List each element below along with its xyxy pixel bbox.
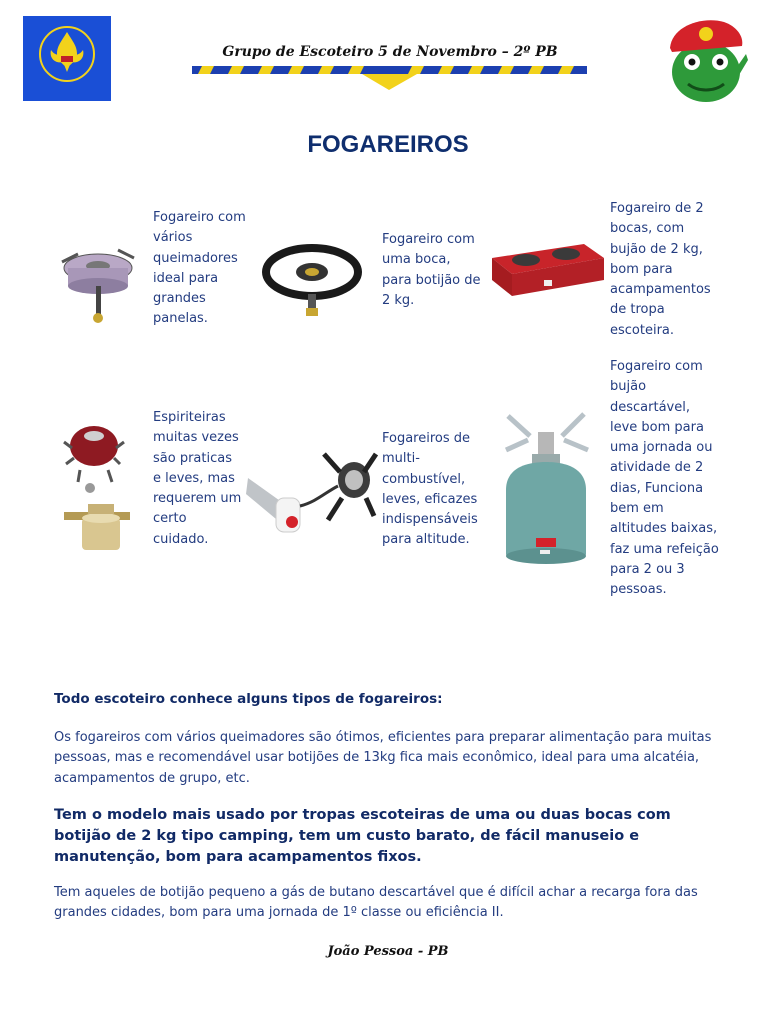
- single-burner-stove-image: [262, 240, 362, 324]
- page-title: FOGAREIROS: [307, 131, 469, 158]
- caption-multi-burner: Fogareiro com vários queimadores ideal para grandes panelas.: [153, 210, 246, 327]
- footer-location: João Pessoa - PB: [327, 944, 449, 959]
- paragraph-butane: Tem aqueles de botijão pequeno a gás de butano descartável que é difícil achar a recarga fora das grandes cidades, bom para uma jornada de 1º classe ou eficiência II.: [54, 885, 698, 921]
- caption-multifuel: Fogareiros de multi-combustível, leves, eficazes indispensáveis para altitude.: [382, 431, 478, 548]
- paragraph-multi-burner: Os fogareiros com vários queimadores são ótimos, eficientes para preparar alimentação para muitas pessoas, mas e recomendável usar botijões de 13kg fica mais econômico, ideal para uma alcatéia, acampamentos de grupo, etc.: [54, 730, 712, 786]
- mascot-frog-icon: [662, 14, 748, 106]
- header-stripe: [192, 64, 587, 90]
- multi-burner-stove-image: [60, 238, 136, 334]
- spirit-stove-image: [60, 418, 134, 562]
- section-heading: Todo escoteiro conhece alguns tipos de fogareiros:: [54, 691, 443, 707]
- header-title: Grupo de Escoteiro 5 de Novembro – 2º PB: [222, 44, 558, 60]
- group-logo: [23, 16, 111, 101]
- paragraph-camping: Tem o modelo mais usado por tropas escoteiras de uma ou duas bocas com botijão de 2 kg tipo camping, tem um custo barato, de fácil manuseio e manutenção, bom para acampamentos fixos.: [54, 807, 671, 865]
- canister-stove-image: [500, 410, 592, 574]
- caption-single-burner: Fogareiro com uma boca, para botijão de 2 kg.: [382, 232, 481, 308]
- two-burner-stove-image: [488, 240, 606, 302]
- caption-two-burner: Fogareiro de 2 bocas, com bujão de 2 kg, bom para acampamentos de tropa escoteira.: [610, 201, 711, 338]
- caption-canister: Fogareiro com bujão descartável, leve bom para uma jornada ou atividade de 2 dias, Funciona bem em altitudes baixas, faz uma refeição para 2 ou 3 pessoas.: [610, 359, 719, 598]
- caption-spirit-stove: Espiriteiras muitas vezes são praticas e leves, mas requerem um certo cuidado.: [153, 410, 242, 547]
- multifuel-stove-image: [246, 450, 380, 546]
